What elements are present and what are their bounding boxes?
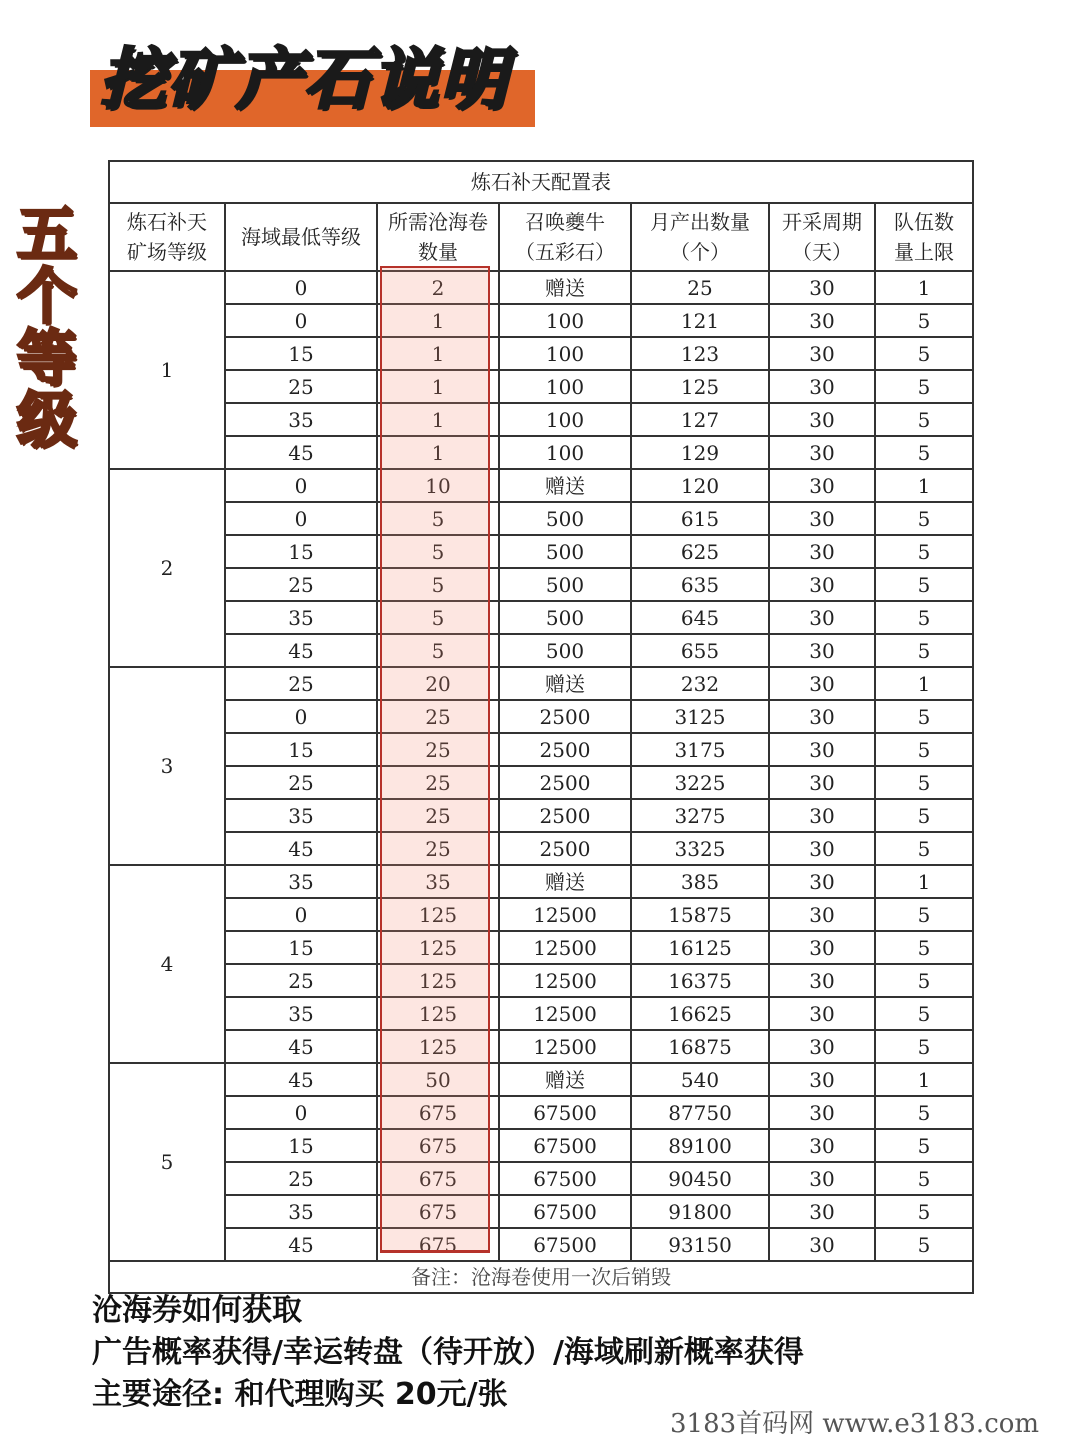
table-cell: 30 xyxy=(769,964,875,997)
column-header-line: 量上限 xyxy=(894,240,955,264)
table-body xyxy=(109,271,973,1261)
table-cell: 30 xyxy=(769,898,875,931)
table-cell: 67500 xyxy=(499,1096,631,1129)
table-cell: 15875 xyxy=(631,898,769,931)
table-cell: 0 xyxy=(225,1096,377,1129)
table-cell: 30 xyxy=(769,601,875,634)
table-cell: 125 xyxy=(377,964,499,997)
table-row xyxy=(109,370,973,403)
table-cell: 35 xyxy=(225,997,377,1030)
table-row xyxy=(109,1195,973,1228)
watermark: 3183首码网 www.e3183.com xyxy=(670,1409,1040,1439)
column-header-line: 月产出数量 xyxy=(650,210,750,234)
table-cell: 12500 xyxy=(499,1030,631,1063)
table-cell: 25 xyxy=(377,733,499,766)
table-cell: 100 xyxy=(499,304,631,337)
side-label-char: 级 xyxy=(17,386,77,456)
table-cell: 30 xyxy=(769,634,875,667)
table-row xyxy=(109,766,973,799)
table-cell: 35 xyxy=(377,865,499,898)
table-cell: 10 xyxy=(377,469,499,502)
table-cell: 635 xyxy=(631,568,769,601)
table-cell: 125 xyxy=(377,1030,499,1063)
table-cell: 3275 xyxy=(631,799,769,832)
table-cell: 45 xyxy=(225,1063,377,1096)
table-cell: 30 xyxy=(769,535,875,568)
table-row xyxy=(109,733,973,766)
column-header-line: 数量 xyxy=(418,240,458,264)
table-row xyxy=(109,568,973,601)
table-cell: 30 xyxy=(769,997,875,1030)
table-cell: 675 xyxy=(377,1195,499,1228)
table-cell: 3225 xyxy=(631,766,769,799)
table-row xyxy=(109,964,973,997)
table-cell: 100 xyxy=(499,337,631,370)
table-cell: 89100 xyxy=(631,1129,769,1162)
table-cell: 45 xyxy=(225,1030,377,1063)
table-cell: 2 xyxy=(377,271,499,304)
table-cell: 30 xyxy=(769,931,875,964)
table-cell: 16625 xyxy=(631,997,769,1030)
table-row xyxy=(109,667,973,700)
column-header-line: 队伍数 xyxy=(894,210,955,234)
table-cell: 93150 xyxy=(631,1228,769,1261)
table-cell: 30 xyxy=(769,436,875,469)
table-cell: 3325 xyxy=(631,832,769,865)
table-cell: 赠送 xyxy=(499,865,631,898)
table-cell: 30 xyxy=(769,469,875,502)
table-cell: 1 xyxy=(377,304,499,337)
table-cell: 5 xyxy=(377,634,499,667)
table-row xyxy=(109,304,973,337)
table-cell: 1 xyxy=(377,403,499,436)
table-cell: 5 xyxy=(875,304,973,337)
table-cell: 16375 xyxy=(631,964,769,997)
column-header xyxy=(109,203,225,271)
table-cell: 30 xyxy=(769,1063,875,1096)
column-header xyxy=(499,203,631,271)
table-cell: 5 xyxy=(875,403,973,436)
table-cell: 2500 xyxy=(499,832,631,865)
bottom-notes xyxy=(92,1290,992,1416)
table-cell: 12500 xyxy=(499,931,631,964)
table-cell: 67500 xyxy=(499,1195,631,1228)
side-label-char: 个 xyxy=(17,262,77,332)
table-caption: 炼石补天配置表 xyxy=(109,161,973,203)
table-row xyxy=(109,535,973,568)
table-cell: 15 xyxy=(225,535,377,568)
table-row xyxy=(109,700,973,733)
mine-level-cell: 5 xyxy=(109,1063,225,1261)
table-row xyxy=(109,1129,973,1162)
table-cell: 15 xyxy=(225,337,377,370)
table-row xyxy=(109,337,973,370)
table-cell: 25 xyxy=(225,568,377,601)
table-cell: 5 xyxy=(875,1162,973,1195)
table-cell: 25 xyxy=(225,370,377,403)
side-label-char: 五 xyxy=(17,200,77,270)
table-row xyxy=(109,1228,973,1261)
side-label-char: 等 xyxy=(17,324,77,394)
table-cell: 35 xyxy=(225,865,377,898)
column-header-line: 召唤夔牛 xyxy=(525,210,605,234)
table-cell: 30 xyxy=(769,733,875,766)
table-cell: 5 xyxy=(875,799,973,832)
table-cell: 25 xyxy=(377,799,499,832)
table-cell: 35 xyxy=(225,1195,377,1228)
table-cell: 5 xyxy=(875,931,973,964)
table-cell: 385 xyxy=(631,865,769,898)
table-cell: 25 xyxy=(377,766,499,799)
table-cell: 5 xyxy=(875,700,973,733)
table-cell: 675 xyxy=(377,1129,499,1162)
table-cell: 25 xyxy=(225,964,377,997)
table-note: 备注：沧海卷使用一次后销毁 xyxy=(109,1261,973,1293)
table-cell: 5 xyxy=(377,568,499,601)
table-cell: 5 xyxy=(875,1096,973,1129)
table-cell: 67500 xyxy=(499,1129,631,1162)
page-title: 挖矿产石说明 xyxy=(100,41,508,118)
table-cell: 赠送 xyxy=(499,271,631,304)
table-cell: 121 xyxy=(631,304,769,337)
table-cell: 12500 xyxy=(499,898,631,931)
table-cell: 5 xyxy=(377,601,499,634)
table-cell: 赠送 xyxy=(499,1063,631,1096)
table-cell: 30 xyxy=(769,337,875,370)
table-cell: 5 xyxy=(875,997,973,1030)
table-header-row xyxy=(109,203,973,271)
table-cell: 30 xyxy=(769,1162,875,1195)
table-cell: 67500 xyxy=(499,1162,631,1195)
table-cell: 45 xyxy=(225,634,377,667)
table-cell: 0 xyxy=(225,700,377,733)
table-cell: 5 xyxy=(875,1195,973,1228)
table-cell: 15 xyxy=(225,1129,377,1162)
table-cell: 645 xyxy=(631,601,769,634)
table-cell: 赠送 xyxy=(499,469,631,502)
table-cell: 30 xyxy=(769,799,875,832)
table-row xyxy=(109,469,973,502)
table-row xyxy=(109,1030,973,1063)
table-cell: 1 xyxy=(377,337,499,370)
table-cell: 125 xyxy=(631,370,769,403)
table-cell: 1 xyxy=(377,370,499,403)
table-cell: 5 xyxy=(875,1129,973,1162)
config-table xyxy=(108,160,974,1294)
table-cell: 30 xyxy=(769,271,875,304)
mine-level-cell: 1 xyxy=(109,271,225,469)
table-cell: 5 xyxy=(875,601,973,634)
table-cell: 120 xyxy=(631,469,769,502)
table-cell: 5 xyxy=(875,733,973,766)
table-cell: 30 xyxy=(769,502,875,535)
table-cell: 35 xyxy=(225,601,377,634)
table-cell: 500 xyxy=(499,601,631,634)
table-cell: 30 xyxy=(769,766,875,799)
table-cell: 2500 xyxy=(499,766,631,799)
table-cell: 2500 xyxy=(499,733,631,766)
table-cell: 5 xyxy=(875,370,973,403)
column-header xyxy=(377,203,499,271)
table-row xyxy=(109,634,973,667)
table-cell: 125 xyxy=(377,931,499,964)
table-cell: 15 xyxy=(225,733,377,766)
table-cell: 5 xyxy=(875,1228,973,1261)
notes-heading: 沧海券如何获取 xyxy=(92,1293,302,1328)
column-header xyxy=(631,203,769,271)
table-cell: 50 xyxy=(377,1063,499,1096)
table-row xyxy=(109,436,973,469)
table-cell: 16125 xyxy=(631,931,769,964)
table-cell: 0 xyxy=(225,502,377,535)
table-cell: 45 xyxy=(225,436,377,469)
table-cell: 87750 xyxy=(631,1096,769,1129)
table-cell: 100 xyxy=(499,370,631,403)
table-cell: 35 xyxy=(225,403,377,436)
table-row xyxy=(109,1096,973,1129)
table-cell: 5 xyxy=(875,535,973,568)
table-cell: 500 xyxy=(499,634,631,667)
table-cell: 30 xyxy=(769,370,875,403)
table-row xyxy=(109,601,973,634)
column-header-line: 海域最低等级 xyxy=(241,225,361,249)
notes-line: 广告概率获得/幸运转盘（待开放）/海域刷新概率获得 xyxy=(92,1335,804,1370)
table-cell: 45 xyxy=(225,832,377,865)
column-header-line: 所需沧海卷 xyxy=(388,210,488,234)
column-header-line: （个） xyxy=(670,240,730,264)
table-row xyxy=(109,898,973,931)
table-cell: 45 xyxy=(225,1228,377,1261)
table-cell: 675 xyxy=(377,1228,499,1261)
mine-level-cell: 2 xyxy=(109,469,225,667)
table-cell: 30 xyxy=(769,1195,875,1228)
table-cell: 30 xyxy=(769,1228,875,1261)
table-cell: 5 xyxy=(875,964,973,997)
side-label xyxy=(12,200,82,456)
table-cell: 3125 xyxy=(631,700,769,733)
column-header xyxy=(769,203,875,271)
column-header xyxy=(875,203,973,271)
table-cell: 25 xyxy=(225,766,377,799)
table-cell: 5 xyxy=(875,634,973,667)
table-cell: 91800 xyxy=(631,1195,769,1228)
table-cell: 25 xyxy=(377,832,499,865)
table-cell: 5 xyxy=(377,535,499,568)
table-cell: 100 xyxy=(499,436,631,469)
table-cell: 25 xyxy=(225,667,377,700)
table-cell: 16875 xyxy=(631,1030,769,1063)
table-cell: 30 xyxy=(769,568,875,601)
table-cell: 1 xyxy=(377,436,499,469)
table-cell: 0 xyxy=(225,469,377,502)
notes-line: 主要途径: 和代理购买 20元/张 xyxy=(92,1377,508,1412)
table-row xyxy=(109,832,973,865)
mine-level-cell: 4 xyxy=(109,865,225,1063)
table-cell: 1 xyxy=(875,1063,973,1096)
table-cell: 5 xyxy=(875,337,973,370)
table-cell: 5 xyxy=(875,832,973,865)
column-header xyxy=(225,203,377,271)
table-cell: 1 xyxy=(875,865,973,898)
table-row xyxy=(109,931,973,964)
table-cell: 500 xyxy=(499,502,631,535)
table-cell: 5 xyxy=(377,502,499,535)
table-cell: 20 xyxy=(377,667,499,700)
table-cell: 67500 xyxy=(499,1228,631,1261)
table-cell: 30 xyxy=(769,403,875,436)
table-cell: 1 xyxy=(875,667,973,700)
column-header-line: （五彩石） xyxy=(515,240,615,264)
table-row xyxy=(109,403,973,436)
table-cell: 25 xyxy=(225,1162,377,1195)
table-cell: 500 xyxy=(499,535,631,568)
table-cell: 12500 xyxy=(499,997,631,1030)
table-cell: 125 xyxy=(377,997,499,1030)
table-cell: 12500 xyxy=(499,964,631,997)
table-cell: 675 xyxy=(377,1162,499,1195)
table-row xyxy=(109,1063,973,1096)
table-cell: 3175 xyxy=(631,733,769,766)
table-cell: 30 xyxy=(769,1030,875,1063)
table-row xyxy=(109,865,973,898)
table-cell: 0 xyxy=(225,304,377,337)
table-cell: 100 xyxy=(499,403,631,436)
table-cell: 5 xyxy=(875,436,973,469)
table-cell: 25 xyxy=(377,700,499,733)
column-header-line: 矿场等级 xyxy=(127,240,207,264)
table-cell: 90450 xyxy=(631,1162,769,1195)
table-cell: 2500 xyxy=(499,700,631,733)
table-cell: 232 xyxy=(631,667,769,700)
table-cell: 5 xyxy=(875,1030,973,1063)
table-cell: 赠送 xyxy=(499,667,631,700)
table-cell: 30 xyxy=(769,667,875,700)
table-row xyxy=(109,502,973,535)
table-cell: 625 xyxy=(631,535,769,568)
table-cell: 25 xyxy=(631,271,769,304)
table-cell: 15 xyxy=(225,931,377,964)
table-row xyxy=(109,1162,973,1195)
table-cell: 655 xyxy=(631,634,769,667)
table-cell: 615 xyxy=(631,502,769,535)
table-cell: 30 xyxy=(769,865,875,898)
table-cell: 30 xyxy=(769,1096,875,1129)
table-cell: 500 xyxy=(499,568,631,601)
table-cell: 123 xyxy=(631,337,769,370)
column-header-line: （天） xyxy=(792,240,852,264)
table-cell: 540 xyxy=(631,1063,769,1096)
table-cell: 5 xyxy=(875,568,973,601)
table-cell: 0 xyxy=(225,898,377,931)
column-header-line: 炼石补天 xyxy=(127,210,207,234)
table-cell: 1 xyxy=(875,271,973,304)
table-cell: 2500 xyxy=(499,799,631,832)
column-header-line: 开采周期 xyxy=(782,210,862,234)
table-cell: 1 xyxy=(875,469,973,502)
table-cell: 5 xyxy=(875,898,973,931)
table-cell: 675 xyxy=(377,1096,499,1129)
table-cell: 125 xyxy=(377,898,499,931)
table-cell: 5 xyxy=(875,766,973,799)
table-row xyxy=(109,271,973,304)
mine-level-cell: 3 xyxy=(109,667,225,865)
table-cell: 30 xyxy=(769,1129,875,1162)
table-cell: 35 xyxy=(225,799,377,832)
table-row xyxy=(109,799,973,832)
table-cell: 127 xyxy=(631,403,769,436)
table-cell: 0 xyxy=(225,271,377,304)
table-row xyxy=(109,997,973,1030)
table-cell: 30 xyxy=(769,700,875,733)
table-cell: 30 xyxy=(769,304,875,337)
table-cell: 129 xyxy=(631,436,769,469)
table-cell: 30 xyxy=(769,832,875,865)
table-cell: 5 xyxy=(875,502,973,535)
